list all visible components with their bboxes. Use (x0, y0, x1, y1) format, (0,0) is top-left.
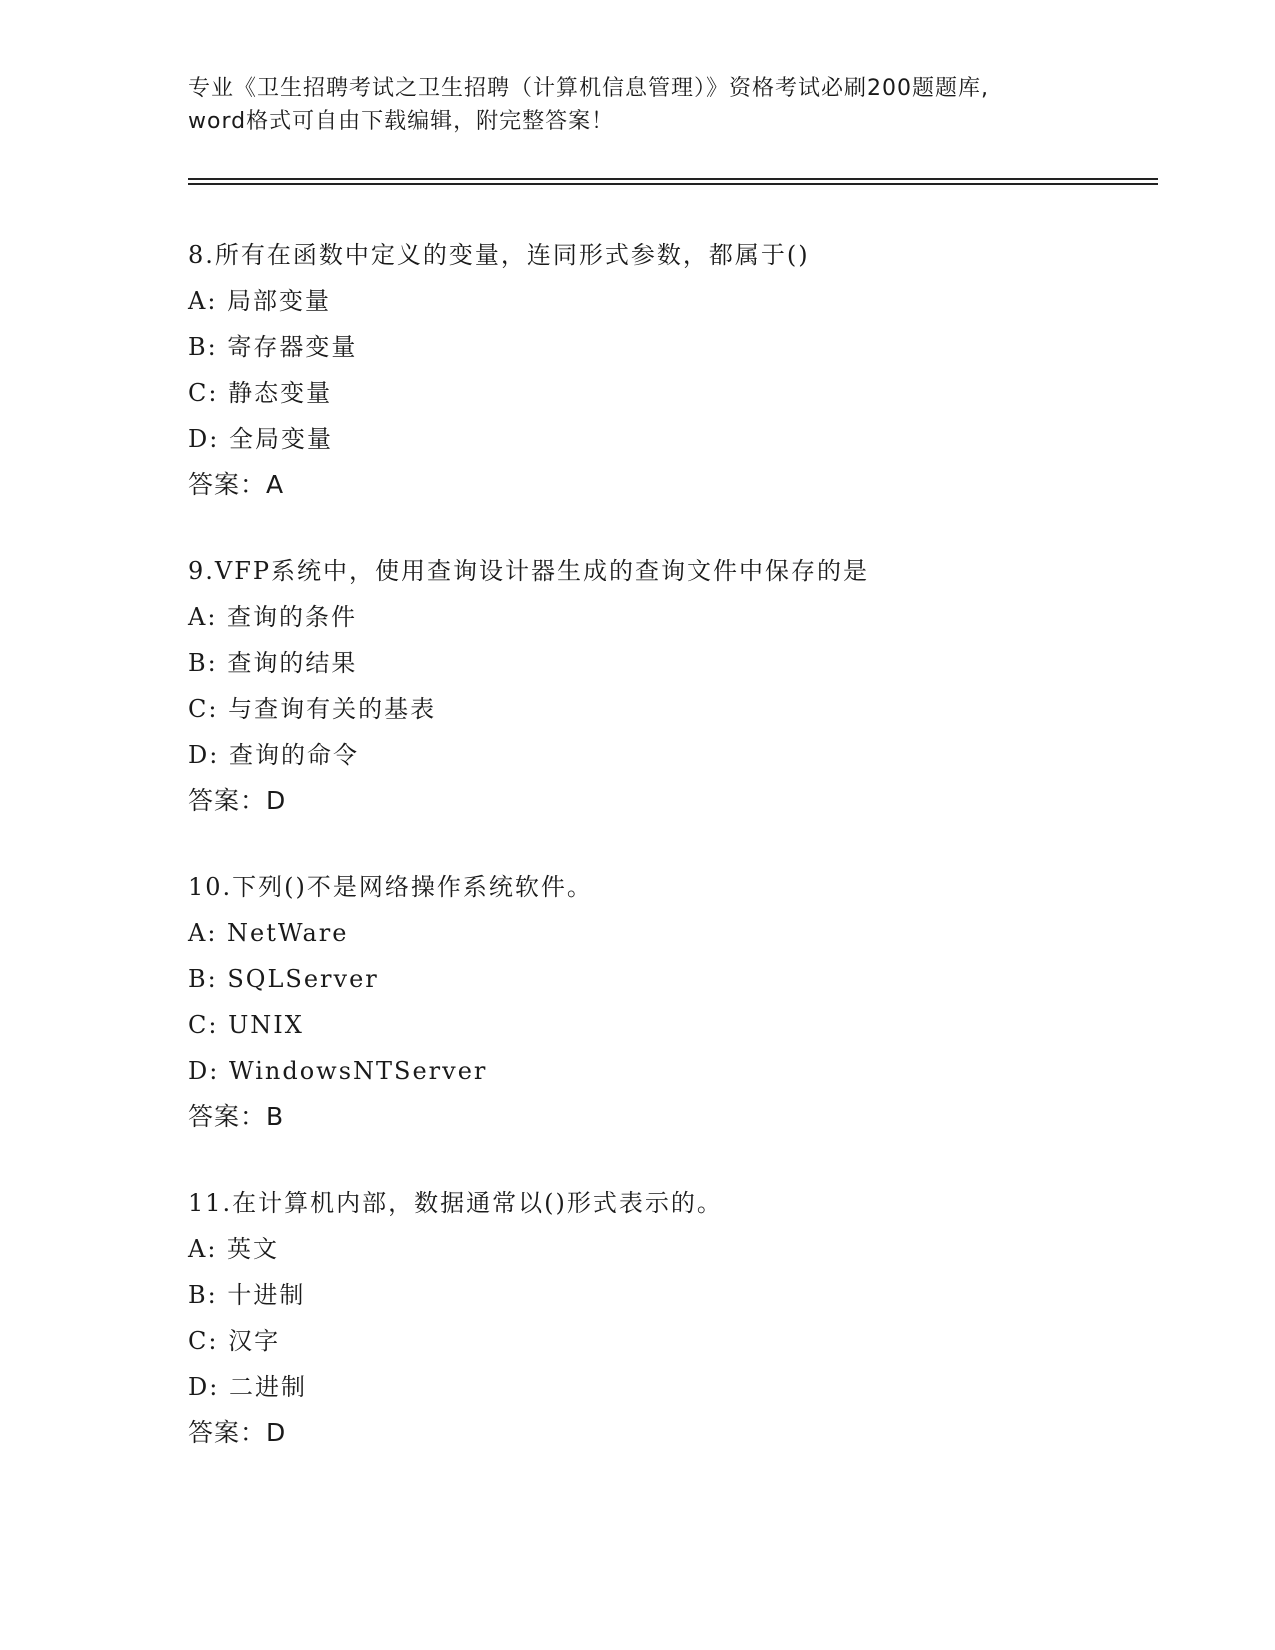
header-line-2: word格式可自由下载编辑，附完整答案！ (188, 109, 615, 134)
header-divider-top (188, 178, 1158, 180)
question-11 (188, 1180, 1188, 1456)
question-stem: 8.所有在函数中定义的变量，连同形式参数，都属于() (188, 241, 810, 269)
question-8 (188, 232, 1188, 508)
option-c: C: 与查询有关的基表 (188, 695, 437, 723)
option-d: D: 查询的命令 (188, 741, 359, 769)
answer: 答案：B (188, 1102, 285, 1131)
option-c: C: 静态变量 (188, 379, 333, 407)
option-a: A: 英文 (188, 1235, 280, 1263)
question-stem: 9.VFP系统中，使用查询设计器生成的查询文件中保存的是 (188, 557, 870, 585)
option-b: B: 查询的结果 (188, 649, 358, 677)
answer: 答案：D (188, 1418, 287, 1447)
option-d: D: 全局变量 (188, 425, 333, 453)
option-c: C: UNIX (188, 1011, 304, 1039)
option-a: A: 查询的条件 (188, 603, 358, 631)
option-a: A: 局部变量 (188, 287, 332, 315)
answer: 答案：D (188, 786, 287, 815)
option-b: B: 十进制 (188, 1281, 306, 1309)
question-stem: 11.在计算机内部，数据通常以()形式表示的。 (188, 1189, 723, 1217)
question-10 (188, 864, 1188, 1140)
option-d: D: 二进制 (188, 1373, 307, 1401)
option-c: C: 汉字 (188, 1327, 281, 1355)
option-b: B: SQLServer (188, 965, 379, 993)
header-divider-bottom (188, 183, 1158, 185)
header-line-1: 专业《卫生招聘考试之卫生招聘（计算机信息管理）》资格考试必刷200题题库, (188, 76, 989, 101)
question-9 (188, 548, 1188, 824)
option-b: B: 寄存器变量 (188, 333, 358, 361)
question-stem: 10.下列()不是网络操作系统软件。 (188, 873, 593, 901)
document-header (188, 72, 1088, 138)
answer: 答案：A (188, 470, 285, 499)
option-a: A: NetWare (188, 919, 349, 947)
option-d: D: WindowsNTServer (188, 1057, 488, 1085)
